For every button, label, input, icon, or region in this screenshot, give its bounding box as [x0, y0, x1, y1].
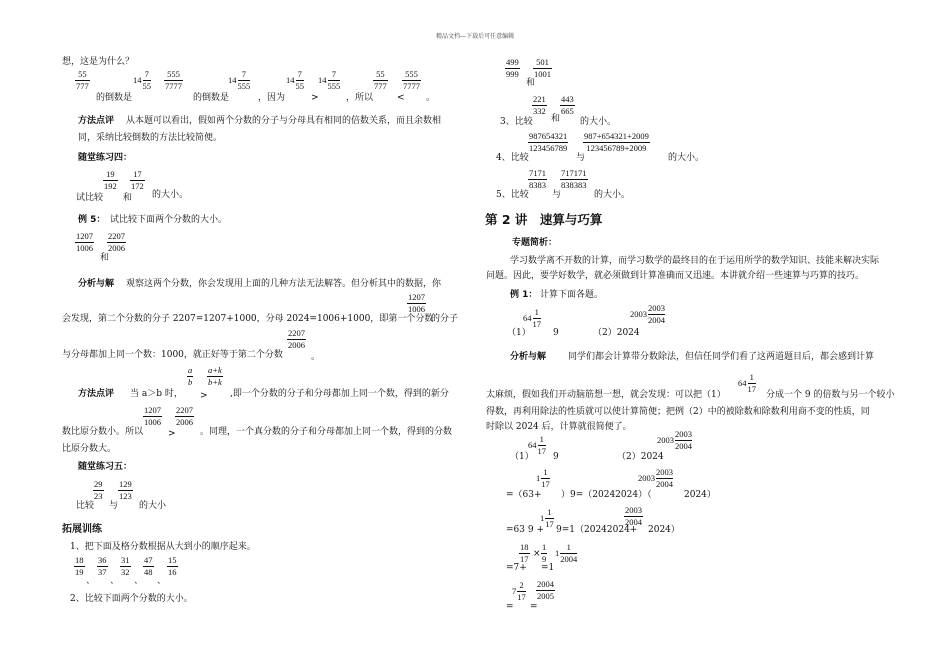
mixed-number: 1 $\frac{1}{2004}$ — [555, 542, 578, 564]
text: 当 a＞b 时， — [130, 389, 183, 399]
intro-text: 想，这是为什么？ — [62, 57, 135, 67]
separator: 、 — [86, 576, 96, 586]
paragraph: 与分母都加上同一个数：1000，就正好等于第二个分数 — [62, 350, 283, 360]
text: 的大小。 — [594, 190, 631, 200]
fraction: $\frac{2207}{2006}$ — [288, 328, 305, 350]
fraction: $\frac{555}{7777}$ — [403, 69, 420, 91]
fraction: $\frac{17}{172}$ — [131, 169, 144, 191]
mixed-number: 2003 $\frac{2003}{2004}$ — [638, 467, 673, 489]
paragraph: 学习数学离不开数的计算，而学习数学的最终目的在于运用所学的数学知识、技能来解决实际 — [510, 256, 880, 266]
question-5: 5、比较 — [496, 190, 529, 200]
fraction: $\frac{36}{37}$ — [98, 555, 107, 577]
paragraph: 太麻烦，假如我们开动脑筋想一想，就会发现：可以把（1） — [486, 390, 726, 400]
text: > — [200, 391, 208, 401]
paragraph: 试比较下面两个分数的大小。 — [110, 215, 228, 225]
method-review-title: 方法点评 — [78, 116, 115, 126]
mixed-number: 2003 $\frac{2003}{2004}$ — [630, 303, 665, 325]
fraction: $\frac{29}{23}$ — [94, 479, 103, 501]
math-line: 2024） — [684, 490, 716, 500]
page-header: 精品文档---下载后可任意编辑 — [436, 33, 515, 40]
text: ，因为 — [258, 93, 286, 103]
mixed-number: 64 $\frac{1}{17}$ — [528, 434, 546, 456]
text: 比较 — [76, 501, 95, 511]
mixed-number: 7 $\frac{2}{17}$ — [512, 580, 526, 602]
text: 和 — [526, 78, 536, 88]
text: （1） — [507, 328, 531, 338]
analysis-title-2: 分析与解 — [510, 352, 547, 362]
fraction: $\frac{31}{32}$ — [121, 555, 130, 577]
paragraph: 得数，再利用除法的性质就可以使计算简便；把例（2）中的被除数和除数利用商不变的性质，同 — [486, 407, 870, 417]
fraction: $\frac{443}{665}$ — [561, 94, 574, 116]
paragraph: 观察这两个分数，你会发现用上面的几种方法无法解答。但分析其中的数据，你 — [126, 279, 442, 289]
math-line: = — [530, 602, 538, 612]
fraction: $\frac{987654321}{123456789}$ — [529, 131, 568, 153]
times-sign: × — [533, 549, 541, 559]
fraction: $\frac{221}{332}$ — [533, 94, 546, 116]
method-review-title-2: 方法点评 — [78, 389, 115, 399]
text: > — [168, 429, 176, 439]
fraction: $\frac{15}{16}$ — [168, 555, 177, 577]
text: 。 — [311, 352, 321, 362]
fraction: $\frac{47}{48}$ — [144, 555, 153, 577]
text: （2）2024 — [593, 328, 640, 338]
text: 和 — [123, 193, 133, 203]
fraction: $\frac{55}{777}$ — [76, 69, 89, 91]
paragraph: 同，采纳比较倒数的方法比较简便。 — [78, 133, 223, 143]
text: （1） — [510, 452, 534, 462]
fraction: $\frac{717171}{838383}$ — [561, 168, 587, 190]
fraction: $\frac{7171}{8383}$ — [529, 168, 546, 190]
fraction: $\frac{2003}{2004}$ — [625, 505, 642, 527]
text: 的大小。 — [152, 190, 189, 200]
fraction: $\frac{55}{777}$ — [374, 69, 387, 91]
fraction: $\frac{18}{17}$ — [520, 542, 529, 564]
paragraph: 会发现，第二个分数的分子 2207=1207+1000，分母 2024=1006+1000，即第一个分数 — [62, 314, 434, 324]
fraction: $\frac{2207}{2006}$ — [176, 405, 193, 427]
paragraph: 。同理，一个真分数的分子和分母都加上同一个数，得到的分数 — [200, 427, 453, 437]
math-line: 2024） — [648, 525, 680, 535]
math-line: = — [506, 602, 514, 612]
practice5-title: 随堂练习五： — [78, 462, 133, 472]
fraction-ak-bk: $\frac{a+k}{b+k}$ — [208, 365, 222, 387]
extension-title: 拓展训练 — [62, 524, 102, 535]
paragraph: 问题。因此，要学好数学，就必须做到计算准确而又迅速。本讲就介绍一些速算与巧算的技巧。 — [486, 271, 865, 281]
mixed-number: 14 $\frac{7}{55}$ — [286, 69, 304, 91]
example5-title: 例 5： — [78, 215, 106, 225]
question-4: 4、比较 — [496, 153, 529, 163]
fraction: $\frac{1207}{1006}$ — [144, 405, 161, 427]
text: 9 — [553, 452, 559, 462]
text: > — [311, 93, 319, 103]
text: 与 — [552, 190, 562, 200]
math-line: =（63+ — [506, 490, 542, 500]
analysis-title: 分析与解 — [78, 279, 115, 289]
text: （2）2024 — [617, 452, 664, 462]
fraction: $\frac{555}{7777}$ — [165, 69, 182, 91]
text: 和 — [100, 253, 110, 263]
text: 的倒数是 — [96, 93, 133, 103]
fraction: $\frac{499}{999}$ — [506, 57, 519, 79]
fraction-a-b: $\frac{a}{b}$ — [188, 365, 193, 387]
text: 的分子 — [431, 314, 459, 324]
fraction: $\frac{987+654321+2009}{123456789+2009}$ — [584, 131, 649, 153]
paragraph: 数比原分数小。所以 — [62, 427, 144, 437]
example1-title: 例 1： — [510, 290, 538, 300]
fraction: $\frac{18}{19}$ — [75, 555, 84, 577]
paragraph: 计算下面各题。 — [540, 290, 604, 300]
separator: 、 — [110, 576, 120, 586]
text: 与 — [576, 153, 586, 163]
math-line: ）9=（20242024）（ — [561, 490, 652, 500]
mixed-number: 14 $\frac{7}{555}$ — [228, 69, 251, 91]
fraction: $\frac{2207}{2006}$ — [108, 231, 125, 253]
text: 的大小 — [139, 501, 167, 511]
paragraph: 时除以 2024 后，计算就很简便了。 — [486, 422, 632, 432]
mixed-number: 1 $\frac{1}{17}$ — [536, 467, 550, 489]
lecture-title: 第 2 讲 速算与巧算 — [485, 212, 603, 227]
text: 试比较 — [76, 193, 104, 203]
mixed-number: 1 $\frac{1}{17}$ — [540, 507, 554, 529]
math-line: =1 — [541, 563, 555, 573]
paragraph: 分成一个 9 的倍数与另一个较小 — [766, 390, 895, 400]
separator: 、 — [134, 576, 144, 586]
paragraph: 比原分数大。 — [62, 444, 117, 454]
question-1: 1、把下面及格分数根据从大到小的顺序起来。 — [70, 542, 256, 552]
text: 。 — [426, 93, 436, 103]
mixed-number: 64 $\frac{1}{17}$ — [523, 307, 541, 329]
practice4-title: 随堂练习四： — [78, 153, 133, 163]
paragraph: 同学们都会计算带分数除法，但信任同学们看了这两道题目后，都会感到计算 — [568, 352, 875, 362]
fraction: $\frac{129}{123}$ — [119, 479, 132, 501]
math-line: =7+ — [506, 563, 527, 573]
text: ，所以 — [346, 93, 374, 103]
mixed-number: 2003 $\frac{2003}{2004}$ — [657, 429, 692, 451]
math-line: 9=1（20242024+ — [556, 525, 638, 535]
text: 的大小。 — [580, 117, 617, 127]
intro-title: 专题简析： — [512, 238, 558, 248]
question-2: 2、比较下面两个分数的大小。 — [70, 594, 193, 604]
fraction: $\frac{1207}{1006}$ — [76, 231, 93, 253]
mixed-number: 14 $\frac{7}{555}$ — [318, 69, 341, 91]
text: 的大小。 — [668, 153, 705, 163]
fraction: $\frac{1207}{1006}$ — [408, 292, 425, 314]
text: 和 — [551, 114, 561, 124]
question-3: 3、比较 — [500, 117, 533, 127]
text: 的倒数是 — [193, 93, 230, 103]
text: 与 — [109, 501, 119, 511]
fraction: $\frac{1}{9}$ — [542, 542, 547, 564]
fraction: $\frac{501}{1001}$ — [534, 57, 551, 79]
text: 9 — [553, 328, 559, 338]
mixed-number: 64 $\frac{1}{17}$ — [738, 372, 756, 394]
paragraph: ,即一个分数的分子和分母都加上同一个数，得到的新分 — [230, 389, 449, 399]
fraction: $\frac{19}{192}$ — [104, 169, 117, 191]
fraction: $\frac{2004}{2005}$ — [537, 579, 554, 601]
separator: 、 — [157, 576, 167, 586]
paragraph: 从本题可以看出，假如两个分数的分子与分母具有相同的倍数关系，而且余数相 — [126, 116, 442, 126]
mixed-number: 14 $\frac{7}{55}$ — [133, 69, 151, 91]
text: < — [397, 93, 405, 103]
math-line: =63 9 + — [506, 525, 544, 535]
